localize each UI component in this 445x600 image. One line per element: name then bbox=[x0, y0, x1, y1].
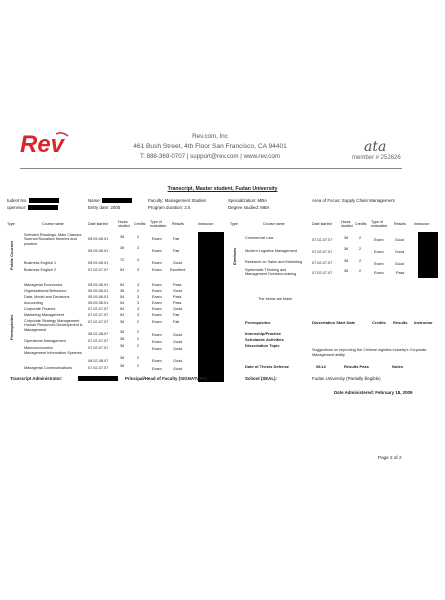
result: Good bbox=[173, 261, 183, 265]
hours: 54 bbox=[120, 307, 125, 311]
result: Good bbox=[173, 367, 183, 371]
name-label: Name: bbox=[88, 198, 101, 203]
date-started: 07.02-07.07 bbox=[312, 271, 333, 275]
degree-info bbox=[228, 197, 270, 211]
date-started: 05.09-06.01 bbox=[88, 301, 109, 305]
course-name: Operations Management bbox=[24, 339, 66, 343]
degree-studied: Degree studied: MBA bbox=[228, 205, 270, 210]
hours: 36 bbox=[344, 269, 349, 273]
date-started: 05.09-06.01 bbox=[88, 261, 109, 265]
dissertation-topic-label: Dissertation Topic bbox=[245, 343, 280, 348]
hours: 36 bbox=[120, 235, 125, 239]
evaluation: Exam bbox=[152, 249, 162, 253]
date-started: 05.09-06.01 bbox=[88, 249, 109, 253]
col-results-right: Results bbox=[394, 222, 406, 226]
hours: 54 bbox=[120, 268, 125, 272]
date-started: 07.02-07.07 bbox=[88, 268, 109, 272]
course-name: Business English 1 bbox=[24, 261, 57, 265]
col-hours-right: Hours studied bbox=[341, 220, 353, 228]
dissertation-start-heading: Dissertation Start Date bbox=[312, 320, 356, 325]
hours: 54 bbox=[120, 313, 125, 317]
course-name: Data, Model and Decisions bbox=[24, 295, 70, 299]
evaluation: Exam bbox=[152, 289, 162, 293]
instructor-heading: Instructor bbox=[414, 320, 433, 325]
hours: 36 bbox=[120, 330, 125, 334]
public-courses-label: Public Courses bbox=[9, 240, 14, 270]
school-seal-label: School (SEAL): bbox=[245, 376, 277, 381]
hours: 36 bbox=[120, 320, 125, 324]
area-of-focus: Area of Focus: Supply Chain Management bbox=[312, 198, 395, 203]
defense-result: Results Pass bbox=[344, 364, 369, 369]
prerequisites-heading: Prerequisites bbox=[245, 320, 271, 325]
evaluation: Exam bbox=[152, 268, 162, 272]
date-started: 05.09-06.01 bbox=[88, 295, 109, 299]
credits: 2 bbox=[137, 364, 140, 368]
company-info bbox=[90, 132, 330, 162]
defense-date: 08.12 bbox=[316, 364, 327, 369]
course-name: Corporate Strategy Management bbox=[24, 319, 80, 323]
credits: 2 bbox=[137, 246, 140, 250]
credits: 2 bbox=[359, 236, 362, 240]
course-name: Commercial Law bbox=[245, 236, 274, 240]
result: Good bbox=[173, 307, 183, 311]
evaluation: Exam bbox=[374, 271, 384, 275]
date-started: 07.02-07.07 bbox=[312, 250, 333, 254]
evaluation: Exam bbox=[152, 307, 162, 311]
evaluation: Exam bbox=[152, 261, 162, 265]
col-eval: Type of evaluation bbox=[150, 220, 167, 228]
result: Pass bbox=[173, 301, 182, 305]
result: Good bbox=[395, 262, 405, 266]
course-name: Selected Readings, Main Classics Science/Socialism theories and practice bbox=[24, 233, 82, 246]
hours: 36 bbox=[120, 364, 125, 368]
col-eval-right: Type of evaluation bbox=[371, 220, 388, 228]
company-contact: T: 888-369-0707 | support@rev.com | www.rev.com bbox=[140, 153, 280, 160]
redacted-instructors-prereq bbox=[198, 280, 224, 382]
col-course-name-right: Course name bbox=[263, 222, 285, 226]
ata-logo bbox=[360, 138, 400, 154]
date-started: 07.02-07.07 bbox=[88, 307, 109, 311]
credits: 2 bbox=[137, 320, 140, 324]
course-name: Corporate Finance bbox=[24, 307, 56, 311]
date-started: 07.02-07.07 bbox=[88, 313, 109, 317]
hours: 36 bbox=[344, 247, 349, 251]
redacted-instructors-electives bbox=[418, 232, 438, 278]
evaluation: Exam bbox=[152, 301, 162, 305]
evaluation: Exam bbox=[374, 238, 384, 242]
course-name: Managerial Communications bbox=[24, 366, 73, 370]
date-started: 05.09-06.01 bbox=[88, 237, 109, 241]
result: Pass bbox=[173, 295, 182, 299]
date-administered: Date Administered: February 18, 2009 bbox=[334, 390, 413, 395]
redacted-administrator bbox=[78, 376, 118, 381]
hours: 72 bbox=[120, 258, 125, 262]
credits: 2 bbox=[137, 344, 140, 348]
student-no-label: tudent No. bbox=[7, 198, 28, 203]
col-type: Type bbox=[7, 222, 15, 226]
col-credits-right: Credits bbox=[355, 222, 367, 226]
evaluation: Exam bbox=[374, 250, 384, 254]
credits: 2 bbox=[137, 337, 140, 341]
course-name: Management Information Systems bbox=[24, 351, 82, 355]
evaluation: Exam bbox=[152, 340, 162, 344]
date-started: 07.02-07.07 bbox=[88, 366, 109, 370]
school-name: Fudan University (Partially illegible) bbox=[312, 376, 381, 381]
result: Fair bbox=[173, 320, 180, 324]
result: Fair bbox=[173, 249, 180, 253]
result: Good bbox=[395, 238, 405, 242]
evaluation: Exam bbox=[152, 367, 162, 371]
date-started: 07.02-07.07 bbox=[312, 238, 333, 242]
col-credits: Credits bbox=[134, 222, 146, 226]
program-duration: Program duration: 2.5 bbox=[148, 205, 191, 210]
result: Fair bbox=[173, 237, 180, 241]
course-name: Accounting bbox=[24, 301, 43, 305]
transcript-title: Transcript, Master student, Fudan University bbox=[167, 186, 278, 192]
course-name: Organizational Behaviour bbox=[24, 289, 67, 293]
page-number: Page 2 of 2 bbox=[378, 455, 402, 460]
credits: 3 bbox=[137, 301, 140, 305]
result: Good bbox=[173, 359, 183, 363]
date-started: 05.09-06.01 bbox=[88, 289, 109, 293]
result: Good bbox=[173, 333, 183, 337]
credits: 2 bbox=[137, 235, 140, 239]
course-name: Human Resources Development & Management bbox=[24, 323, 83, 332]
hours: 36 bbox=[120, 356, 125, 360]
evaluation: Exam bbox=[152, 283, 162, 287]
faculty: Faculty: Management Studies bbox=[148, 198, 207, 203]
header-divider bbox=[20, 168, 402, 169]
credits: 3 bbox=[137, 283, 140, 287]
course-name: Macroeconomics bbox=[24, 346, 53, 350]
member-number: member # 252626 bbox=[352, 155, 401, 161]
result: Pass bbox=[173, 283, 182, 287]
date-started: 08.02-08.07 bbox=[88, 359, 109, 363]
credits: 3 bbox=[137, 307, 140, 311]
date-started: 07.02-07.07 bbox=[312, 261, 333, 265]
dissertation-topic: Suggestions on improving the Chinese logistics industry's Corporate Management ability bbox=[312, 348, 427, 357]
faculty-info bbox=[148, 197, 206, 211]
course-name: Marketing Management bbox=[24, 313, 64, 317]
company-name: Rev.com, Inc bbox=[192, 133, 228, 140]
col-hours: Hours studied bbox=[118, 220, 130, 228]
course-name: Business English 2 bbox=[24, 268, 57, 272]
hours: 54 bbox=[120, 283, 125, 287]
result: Pass bbox=[396, 271, 405, 275]
result: Good bbox=[173, 347, 183, 351]
blank-note: The below are blank bbox=[258, 297, 293, 301]
redacted-student-no bbox=[29, 198, 59, 203]
evaluation: Exam bbox=[152, 359, 162, 363]
course-name: Research on Sales and Marketing bbox=[245, 260, 303, 264]
credits: 2 bbox=[137, 356, 140, 360]
col-instructor: Instructor bbox=[198, 222, 213, 226]
course-name: Managerial Economics bbox=[24, 283, 63, 287]
supervisor-label: upervisor: bbox=[7, 205, 27, 210]
redacted-instructors-public bbox=[198, 232, 224, 280]
col-course-name: Course name bbox=[42, 222, 64, 226]
date-started: 07.02-07.07 bbox=[88, 346, 109, 350]
rev-logo bbox=[20, 130, 72, 158]
entry-date: Entry date: 2005 bbox=[88, 205, 121, 210]
col-type-right: Type bbox=[230, 222, 238, 226]
credits: 3 bbox=[137, 295, 140, 299]
hours: 36 bbox=[120, 344, 125, 348]
credits: 2 bbox=[359, 269, 362, 273]
evaluation: Exam bbox=[152, 313, 162, 317]
results-heading: Results bbox=[393, 320, 408, 325]
hours: 54 bbox=[120, 301, 125, 305]
hours: 36 bbox=[120, 246, 125, 250]
col-date-started: Date started bbox=[88, 222, 108, 226]
hours: 36 bbox=[120, 289, 125, 293]
result: Good bbox=[173, 340, 183, 344]
notes-label: Notes bbox=[392, 364, 404, 369]
credits: 2 bbox=[137, 330, 140, 334]
date-started: 07.02-07.07 bbox=[88, 320, 109, 324]
result: Good bbox=[173, 289, 183, 293]
col-results: Results bbox=[172, 222, 184, 226]
credits: 2 bbox=[359, 259, 362, 263]
credits-heading: Credits bbox=[372, 320, 386, 325]
col-date-started-right: Date started bbox=[312, 222, 332, 226]
result: Good bbox=[395, 250, 405, 254]
col-instructor-right: Instructor bbox=[414, 222, 429, 226]
evaluation: Exam bbox=[152, 347, 162, 351]
evaluation: Exam bbox=[152, 295, 162, 299]
transcript-administrator-label: Transcript Administrator: bbox=[10, 376, 63, 381]
evaluation: Exam bbox=[152, 237, 162, 241]
internship-label: Internship/Practice bbox=[245, 331, 282, 336]
ata-logo-text: ata bbox=[364, 139, 387, 154]
electives-label: Electives bbox=[232, 247, 237, 265]
result: Excellent bbox=[170, 268, 186, 272]
principal-signature-label: Principal/Head of Faculty (SIGNATURE) bbox=[125, 376, 208, 381]
hours: 36 bbox=[344, 236, 349, 240]
student-info-left bbox=[7, 197, 59, 211]
scholastic-label: Scholastic Activities bbox=[245, 337, 284, 342]
course-name: Systematic Thinking and Management Decision-making bbox=[245, 268, 297, 277]
course-name: Modern Logistics Management bbox=[245, 249, 297, 253]
hours: 36 bbox=[344, 259, 349, 263]
date-started: 08.02-08.07 bbox=[88, 332, 109, 336]
credits: 4 bbox=[137, 258, 140, 262]
date-started: 05.09-06.01 bbox=[88, 283, 109, 287]
hours: 36 bbox=[120, 337, 125, 341]
specialization: Specialization: MBA bbox=[228, 198, 268, 203]
redacted-name bbox=[102, 198, 132, 203]
hours: 54 bbox=[120, 295, 125, 299]
redacted-supervisor bbox=[28, 205, 58, 210]
credits: 3 bbox=[137, 313, 140, 317]
date-started: 07.02-07.07 bbox=[88, 339, 109, 343]
result: Fair bbox=[173, 313, 180, 317]
evaluation: Exam bbox=[374, 262, 384, 266]
student-info-mid bbox=[88, 197, 132, 211]
evaluation: Exam bbox=[152, 333, 162, 337]
rev-logo-text: Rev bbox=[20, 131, 65, 158]
prerequisites-label: Prerequisites bbox=[9, 314, 14, 340]
credits: 3 bbox=[137, 268, 140, 272]
credits: 2 bbox=[359, 247, 362, 251]
credits: 2 bbox=[137, 289, 140, 293]
evaluation: Exam bbox=[152, 320, 162, 324]
defense-date-label: Date of Thesis Defense bbox=[245, 364, 290, 369]
company-address: 461 Bush Street, 4th Floor San Francisco, CA 94401 bbox=[133, 143, 287, 150]
